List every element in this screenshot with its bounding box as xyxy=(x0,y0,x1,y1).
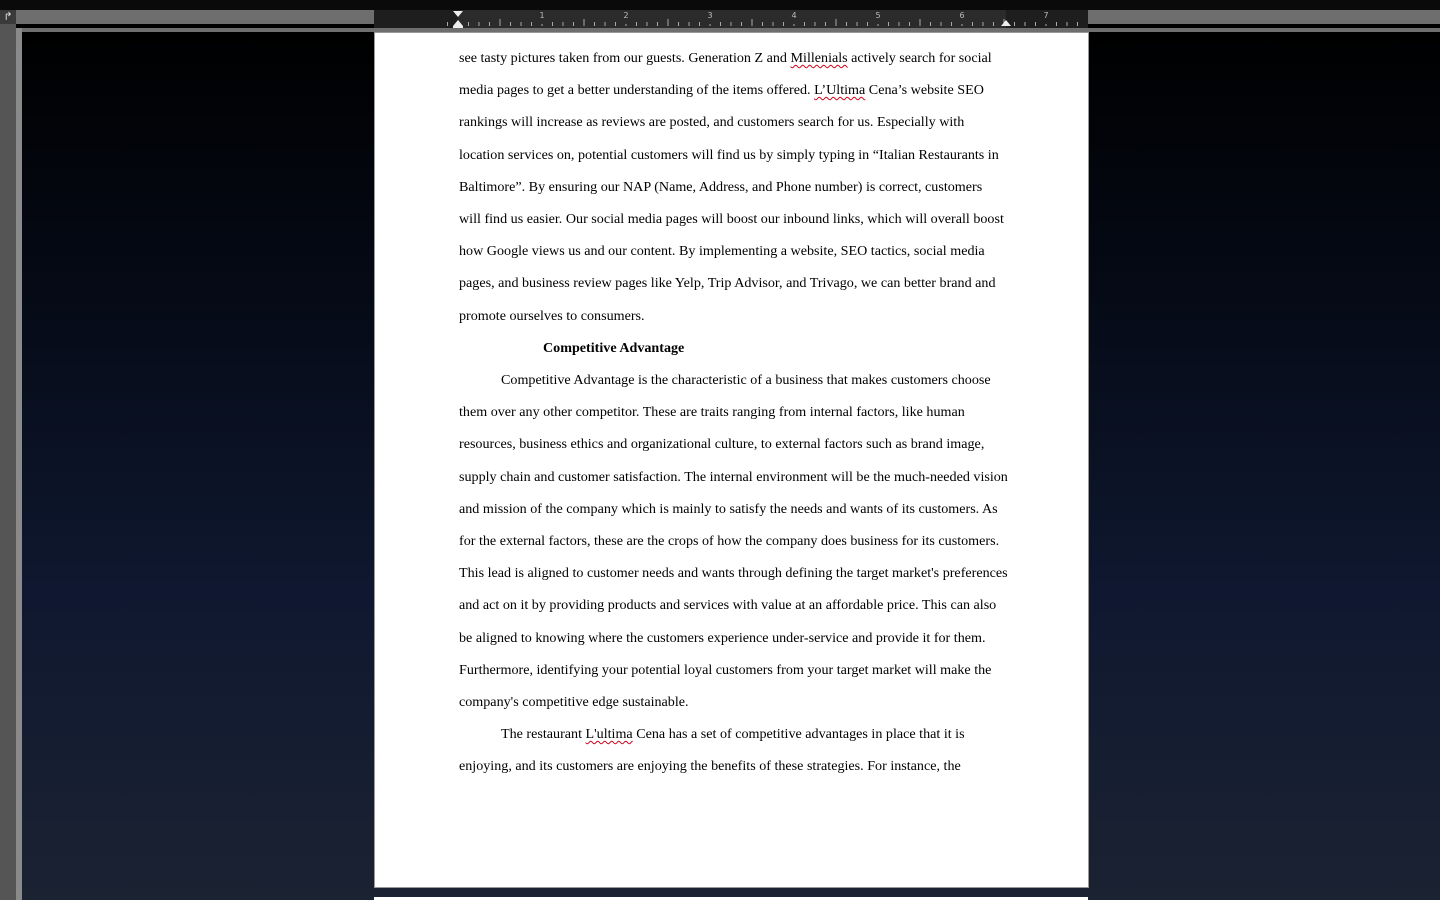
paragraph-line: see tasty pictures taken from our guests. Generation Z and Millenials actively search for social xyxy=(459,50,992,66)
paragraph-line: Furthermore, identifying your potential loyal customers from your target market will make the xyxy=(459,661,992,678)
tab-type-button[interactable]: ↱ xyxy=(0,10,16,24)
document-page[interactable] xyxy=(374,32,1089,888)
paragraph-line: resources, business ethics and organizational culture, to external factors such as brand image, xyxy=(459,436,985,453)
ruler-number: 3 xyxy=(707,11,713,20)
paragraph-line: Competitive Advantage is the characteristic of a business that makes customers choose xyxy=(501,372,991,388)
paragraph-line: them over any other competitor. These are traits ranging from internal factors, like human xyxy=(459,404,965,421)
paragraph-line: pages, and business review pages like Yelp, Trip Advisor, and Trivago, we can better brand and xyxy=(459,275,996,292)
ruler-number: 1 xyxy=(539,11,545,20)
left-indent-marker[interactable] xyxy=(453,20,463,28)
paragraph-line: for the external factors, these are the crops of how the company does business for its customers. xyxy=(459,533,1000,549)
window-top-strip xyxy=(0,0,1440,10)
ruler-ticks xyxy=(374,10,1088,28)
paragraph-line: enjoying, and its customers are enjoying the benefits of these strategies. For instance, the xyxy=(459,758,961,775)
horizontal-ruler[interactable] xyxy=(374,10,1088,29)
paragraph-line: Baltimore”. By ensuring our NAP (Name, Address, and Phone number) is correct, customers xyxy=(459,178,983,195)
paragraph-line: and act on it by providing products and services with value at an affordable price. This can also xyxy=(459,597,997,614)
paragraph-line: media pages to get a better understanding of the items offered. L’Ultima Cena’s website SEO xyxy=(459,82,984,99)
paragraph-line: be aligned to knowing where the customers experience under-service and provide it for them. xyxy=(459,629,986,646)
paragraph-line: and mission of the company which is mainly to satisfy the needs and wants of its customers. As xyxy=(459,500,998,517)
paragraph-line: will find us easier. Our social media pages will boost our inbound links, which will overall boost xyxy=(459,211,1004,227)
ruler-number: 2 xyxy=(623,11,629,20)
paragraph-line: rankings will increase as reviews are posted, and customers search for us. Especially with xyxy=(459,114,965,131)
vertical-ruler xyxy=(0,24,16,900)
paragraph-line: The restaurant L'ultima Cena has a set of competitive advantages in place that it is xyxy=(501,726,965,743)
paragraph-line: how Google views us and our content. By implementing a website, SEO tactics, social media xyxy=(459,243,985,260)
spelling-flagged-word[interactable]: L'ultima xyxy=(585,726,633,743)
paragraph-line: This lead is aligned to customer needs and wants through defining the target market's preferences xyxy=(459,565,1008,582)
paragraph-line: location services on, potential customers will find us by simply typing in “Italian Restaurants in xyxy=(459,146,999,163)
spelling-flagged-word[interactable]: L’Ultima xyxy=(814,82,866,99)
ruler-number: 7 xyxy=(1043,11,1049,20)
paragraph-line: promote ourselves to consumers. xyxy=(459,307,645,324)
paragraph-line: company's competitive edge sustainable. xyxy=(459,694,689,710)
paragraph-line: supply chain and customer satisfaction. The internal environment will be the much-needed vision xyxy=(459,468,1008,485)
spelling-flagged-word[interactable]: Millenials xyxy=(790,50,848,66)
ruler-number: 5 xyxy=(875,11,881,20)
first-line-indent-marker[interactable] xyxy=(453,11,463,17)
right-indent-marker[interactable] xyxy=(1001,20,1011,26)
section-heading: Competitive Advantage xyxy=(543,339,685,356)
ruler-number: 4 xyxy=(791,11,797,20)
ruler-number: 6 xyxy=(959,11,965,20)
